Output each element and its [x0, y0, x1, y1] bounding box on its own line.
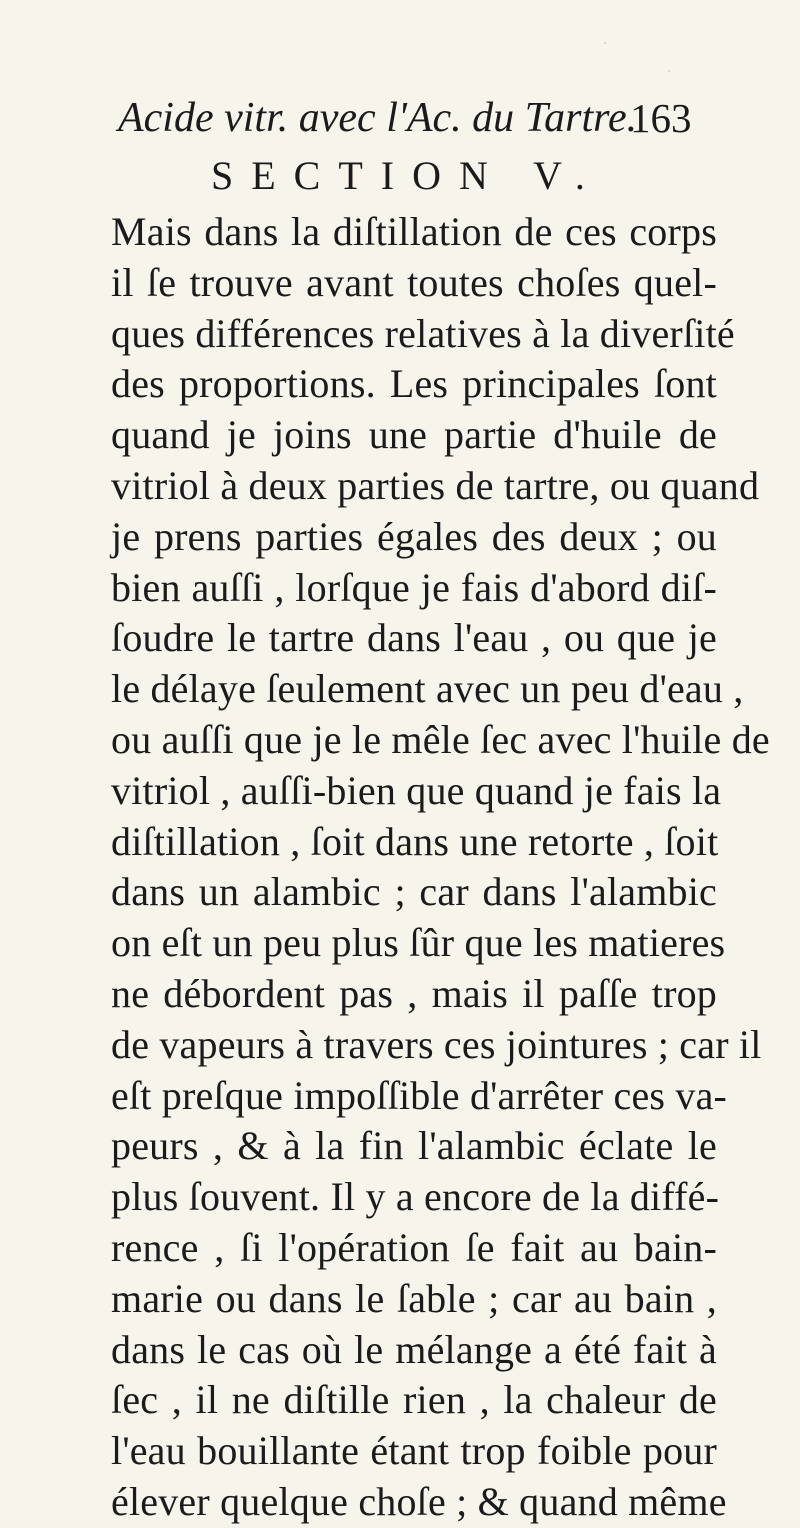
text-line: élever quelque choſe ; & quand même [111, 1478, 727, 1524]
text-line: bien auſſi , lorſque je fais d'abord diſ- [111, 564, 717, 610]
text-line: ne débordent pas , mais il paſſe trop [111, 970, 717, 1016]
text-line: dans le cas où le mélange a été fait à [111, 1326, 717, 1372]
text-line: marie ou dans le ſable ; car au bain , [111, 1275, 717, 1321]
text-line: ſec , il ne diſtille rien , la chaleur de [111, 1377, 717, 1423]
text-line: diſtillation , ſoit dans une retorte , ſoit [111, 818, 719, 864]
text-line: ou auſſi que je le mêle ſec avec l'huile de [111, 716, 770, 762]
paper-speck [604, 42, 606, 44]
text-line: ſoudre le tartre dans l'eau , ou que je [111, 615, 717, 661]
text-line: l'eau bouillante étant trop foible pour [111, 1428, 717, 1474]
text-line: eſt preſque impoſſible d'arrêter ces va- [111, 1072, 728, 1118]
text-line: de vapeurs à travers ces jointures ; car il [111, 1021, 762, 1067]
text-line: rence , ſi l'opération ſe fait au bain- [111, 1224, 717, 1270]
page-number: 163 [630, 95, 692, 141]
text-line: il ſe trouve avant toutes choſes quel- [111, 259, 717, 305]
text-line: on eſt un peu plus ſûr que les matieres [111, 920, 726, 966]
text-line: dans un alambic ; car dans l'alambic [111, 869, 717, 915]
text-line: plus ſouvent. Il y a encore de la diffé- [111, 1174, 720, 1220]
section-title: SECTION V. [211, 153, 603, 198]
body-paragraph [111, 207, 770, 1528]
text-line: ques différences relatives à la diverſité [111, 310, 735, 356]
text-line: je prens parties égales des deux ; ou [111, 513, 717, 559]
text-line: quand je joins une partie d'huile de [111, 412, 717, 458]
running-title: Acide vitr. avec l'Ac. du Tartre. [118, 95, 638, 141]
paper-speck [510, 1357, 512, 1359]
text-line: vitriol , auſſi-bien que quand je fais la [111, 767, 722, 813]
text-line: le délaye ſeulement avec un peu d'eau , [111, 666, 744, 712]
text-line: Mais dans la diſtillation de ces corps [111, 209, 717, 254]
paper-speck [668, 70, 670, 72]
text-line: peurs , & à la fin l'alambic éclate le [111, 1123, 717, 1169]
text-line: des proportions. Les principales ſont [111, 361, 717, 407]
text-line: vitriol à deux parties de tartre, ou quand [111, 462, 760, 508]
